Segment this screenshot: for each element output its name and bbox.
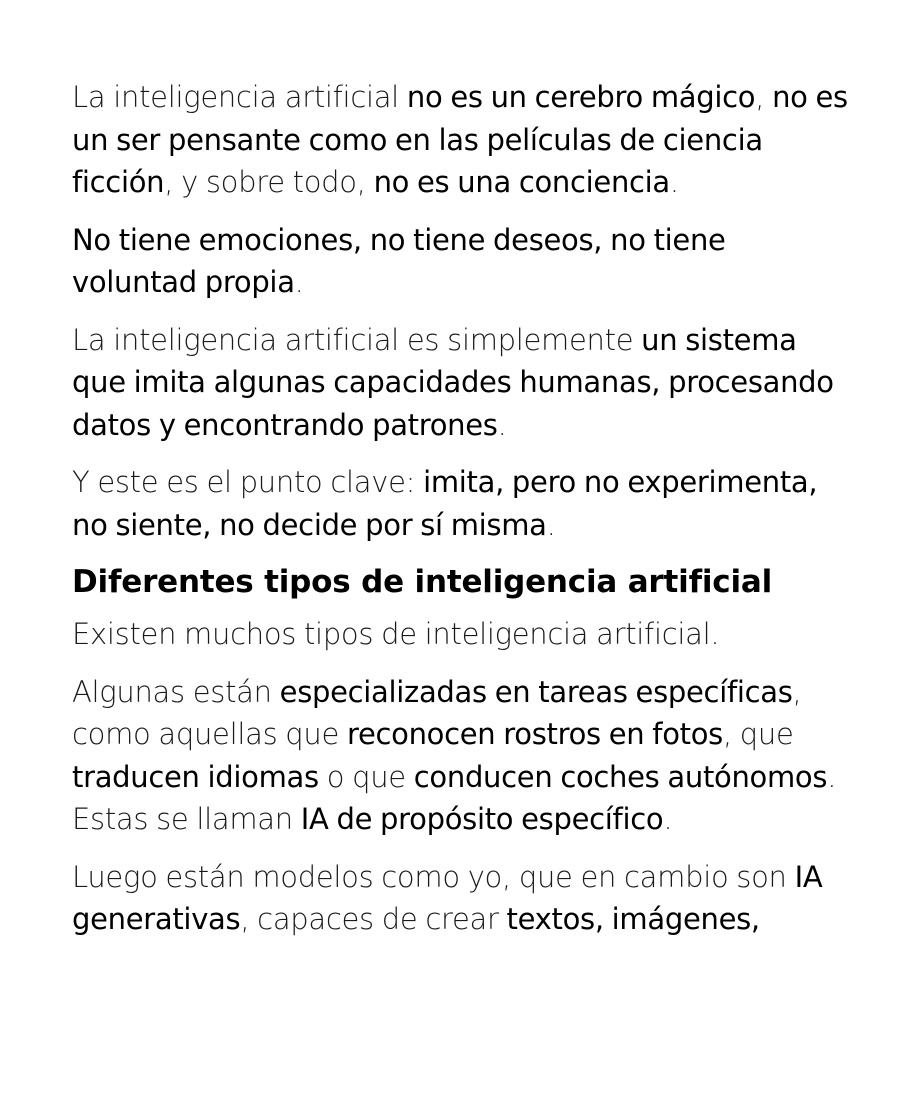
paragraph-sistema-que-imita [72, 319, 852, 447]
text-segment: Y este es el punto clave: [72, 465, 424, 499]
emphasis-segment: conducen coches autónomos [413, 759, 828, 794]
text-segment: , que [722, 717, 794, 751]
text-segment: , [755, 80, 773, 114]
emphasis-segment: IA generativas [72, 859, 823, 936]
document-page [72, 76, 852, 956]
section-heading: Diferentes tipos de inteligencia artificial [72, 564, 773, 600]
text-segment: Luego están modelos como yo, que en cambio son [72, 859, 795, 894]
text-segment: Algunas están [72, 674, 280, 709]
text-segment: , y sobre todo, [164, 165, 374, 199]
text-segment: . [497, 407, 507, 442]
emphasis-segment: textos, imágenes, [506, 902, 760, 936]
text-segment: . [663, 802, 673, 836]
paragraph-ia-proposito-especifico [72, 671, 852, 841]
emphasis-segment: IA de propósito específico [300, 802, 664, 836]
paragraph-ia-generativas [72, 856, 852, 941]
emphasis-segment: reconocen rostros en fotos [346, 717, 723, 751]
emphasis-segment: No tiene emociones, no tiene deseos, no tiene voluntad propia [72, 222, 726, 299]
text-segment: . [669, 165, 679, 199]
text-segment: La inteligencia artificial es simplemente [72, 322, 642, 357]
text-segment: . Estas se llaman [72, 759, 837, 836]
text-segment: o que [318, 759, 414, 794]
emphasis-segment: imita, pero no experimenta, no siente, no decide por sí misma [72, 465, 818, 542]
emphasis-segment: traducen idiomas [72, 759, 319, 794]
text-segment: Existen muchos tipos de inteligencia artificial. [72, 617, 720, 651]
emphasis-segment: no es un ser pensante como en las películas de ciencia ficción [72, 80, 848, 199]
emphasis-segment: no es un cerebro mágico [406, 80, 756, 114]
paragraph-existen-muchos-tipos [72, 613, 852, 656]
emphasis-segment: no es una conciencia [373, 165, 670, 199]
text-segment: . [294, 265, 304, 299]
emphasis-segment: un sistema que imita algunas capacidades humanas, procesando datos y encontrando patrones [72, 322, 834, 442]
paragraph-punto-clave [72, 461, 852, 546]
text-segment: La inteligencia artificial [72, 80, 407, 114]
emphasis-segment: especializadas en tareas específicas [279, 674, 793, 709]
paragraph-no-tiene-emociones [72, 219, 852, 304]
text-segment: , como aquellas que [72, 674, 802, 751]
text-segment: . [546, 507, 556, 542]
paragraph-ia-no-es-cerebro [72, 76, 852, 204]
text-segment: , capaces de crear [240, 902, 507, 936]
